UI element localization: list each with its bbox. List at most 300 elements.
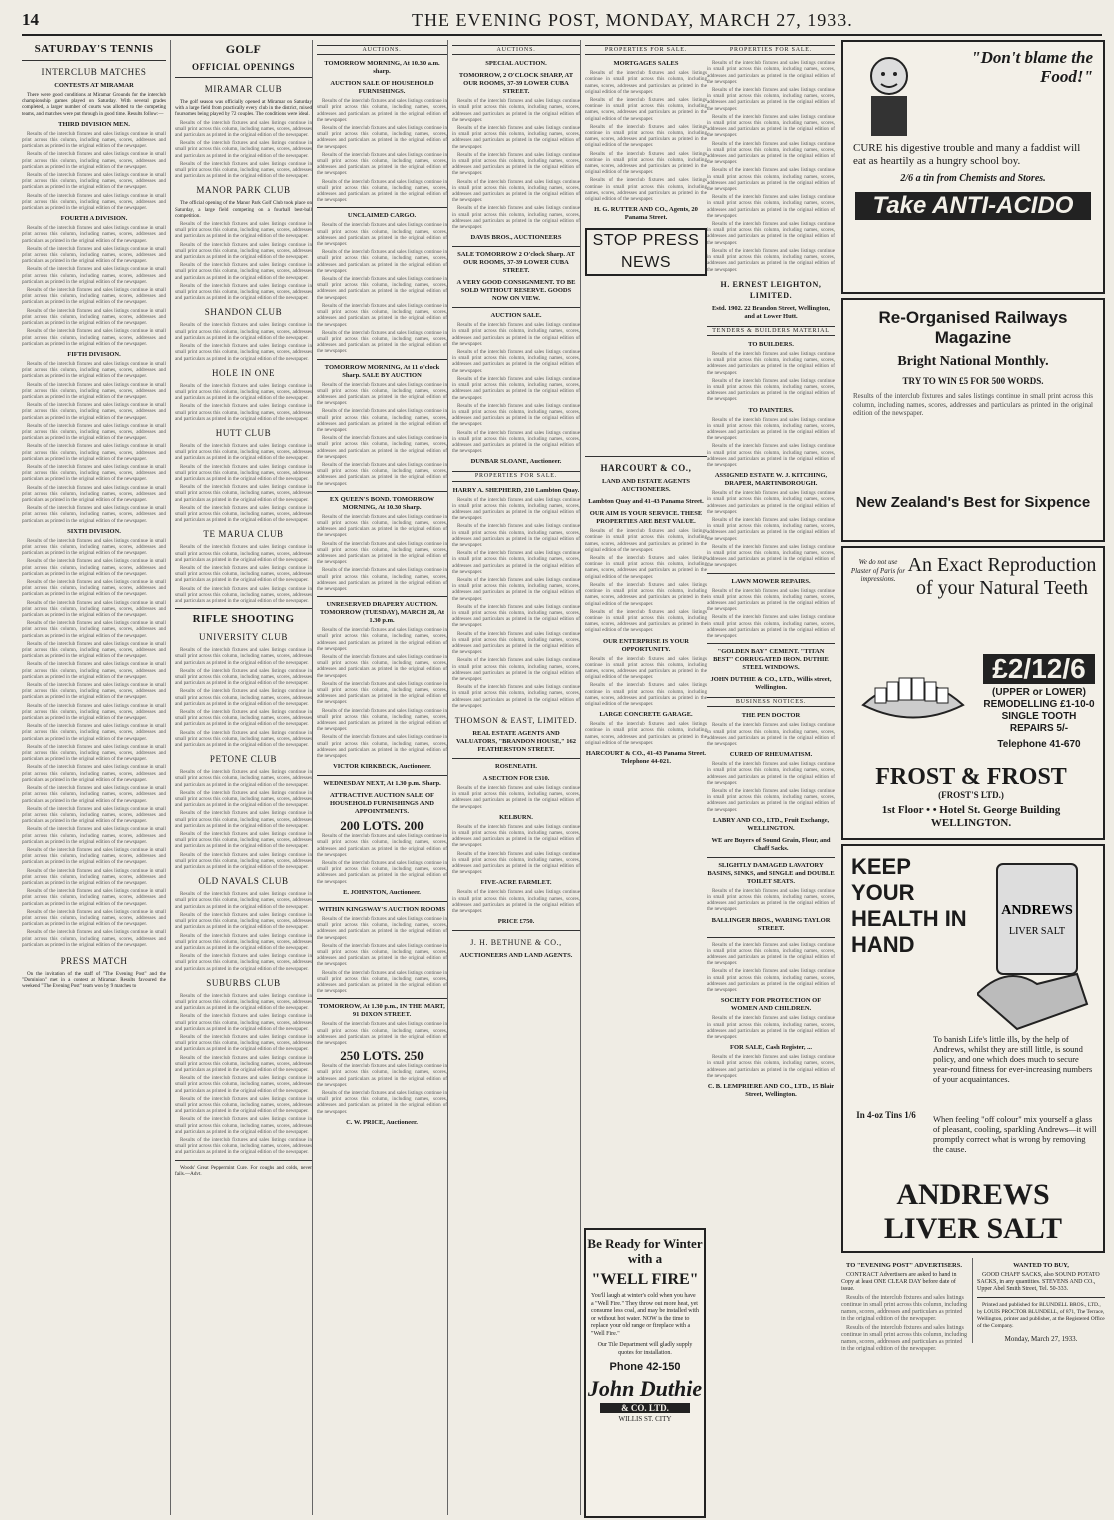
filler-text: Results of the interclub fixtures and sales listings continue in small print across this column, including names, scores, addresses and particulars as printed in the original edition of the newspaper. bbox=[317, 680, 447, 706]
filler-text: Results of the interclub fixtures and sales listings continue in small print across this column, including names, scores, addresses and particulars as printed in the original edition of the newspaper. bbox=[317, 125, 447, 150]
section-heading-auctions: AUCTIONS. bbox=[452, 45, 580, 55]
section-hutt: HUTT CLUB bbox=[215, 427, 272, 438]
agent-lempriere: C. B. LEMPRIERE AND CO., LTD., 15 Blair Street, Wellington. bbox=[707, 1082, 835, 1098]
svg-text:LIVER SALT: LIVER SALT bbox=[1008, 926, 1066, 937]
ad-railways-title: Re-Organised Railways Magazine bbox=[878, 308, 1068, 347]
filler-text: Results of the interclub fixtures and sales listings continue in small print across this column, including names, scores, addresses and particulars as printed in the original edition of the newspaper. bbox=[22, 505, 166, 524]
filler-text: Results of the interclub fixtures and sales listings continue in small print across this column, including names, scores, addresses and particulars as printed in the original edition of the newspaper. bbox=[317, 222, 447, 248]
stop-press-news: STOP PRESS NEWS bbox=[585, 228, 707, 276]
filler-text: Results of the interclub fixtures and sales listings continue in small print across this column, including names, scores, addresses and particulars as printed in the original edition of the newspaper. bbox=[22, 599, 166, 619]
listing-section: A SECTION FOR £310. bbox=[482, 775, 550, 783]
svg-text:ANDREWS: ANDREWS bbox=[1001, 903, 1073, 918]
filler-text: Results of the interclub fixtures and sales listings continue in small print across this column, including names, scores, addresses and particulars as printed in the original edition of the newspaper. bbox=[175, 119, 312, 139]
section-manor-park: MANOR PARK CLUB bbox=[196, 185, 291, 196]
section-suburbs: SUBURBS CLUB bbox=[206, 977, 281, 988]
section-hole-in-one: HOLE IN ONE bbox=[211, 367, 276, 378]
filler-text: Results of the interclub fixtures and sales listings continue in small print across this column, including names, scores, addresses and particulars as printed in the original edition of the newspaper. bbox=[22, 130, 166, 150]
ad-railways-body: Results of the interclub fixtures and sales listings continue in small print across this column, including names, scores, addresses and particulars as printed in the original edition of the newspaper. bbox=[853, 392, 1093, 417]
notice-advertisers-body: CONTRACT Advertisers are asked to hand in Copy at least ONE CLEAR DAY before date of issue. bbox=[841, 1272, 957, 1292]
ad-anti-acido bbox=[841, 40, 1105, 294]
filler-text: Results of the interclub fixtures and sales listings continue in small print across this column, including names, scores, addresses and particulars as printed in the original edition of the newspaper. bbox=[317, 860, 447, 885]
ad-railways-sub: Bright National Monthly. bbox=[897, 354, 1049, 369]
filler-text: Results of the interclub fixtures and sales listings continue in small print across this column, including names, scores, addresses and particulars as printed in the original edition of the newspaper. bbox=[585, 555, 707, 580]
filler-text: Results of the interclub fixtures and sales listings continue in small print across this column, including names, scores, addresses and particulars as printed in the original edition of the newspaper. bbox=[707, 194, 835, 219]
filler-text: Results of the interclub fixtures and sales listings continue in small print across this column, including names, scores, addresses and particulars as printed in the original edition of the newspaper. bbox=[585, 682, 707, 707]
listing-kelburn: KELBURN. bbox=[499, 813, 533, 821]
filler-text: Results of the interclub fixtures and sales listings continue in small print across this column, including names, scores, addresses and particulars as printed in the original edition of the newspaper. bbox=[707, 788, 835, 813]
filler-text: Results of the interclub fixtures and sales listings continue in small print across this column, including names, scores, addresses and particulars as printed in the original edition of the newspaper. bbox=[22, 192, 166, 212]
filler-text: Results of the interclub fixtures and sales listings continue in small print across this column, including names, scores, addresses and particulars as printed in the original edition of the newspaper. bbox=[175, 1054, 312, 1073]
agent-bethune: J. H. BETHUNE & CO., bbox=[470, 938, 562, 948]
agent-duthie: JOHN DUTHIE & CO., LTD., Willis street, Wellington. bbox=[710, 676, 832, 692]
notice-wanted bbox=[972, 1258, 1105, 1343]
filler-text: Results of the interclub fixtures and sales listings continue in small print across this column, including names, scores, addresses and particulars as printed in the original edition of the newspaper. bbox=[22, 402, 166, 421]
filler-text: Results of the interclub fixtures and sales listings continue in small print across this column, including names, scores, addresses and particulars as printed in the original edition of the newspaper. bbox=[175, 891, 312, 910]
boy-eating-illustration bbox=[849, 48, 929, 148]
listing-farmlet: FIVE-ACRE FARMLET. bbox=[480, 879, 552, 887]
agent-ballinger: BALLINGER BROS., WARING TAYLOR STREET. bbox=[711, 916, 831, 932]
filler-text: Results of the interclub fixtures and sales listings continue in small print across this column, including names, scores, addresses and particulars as printed in the original edition of the newspaper. bbox=[175, 160, 312, 180]
filler-text: Results of the interclub fixtures and sales listings continue in small print across this column, including names, scores, addresses and particulars as printed in the original edition of the newspaper. bbox=[317, 627, 447, 652]
auctioneer-name: DAVIS BROS., AUCTIONEERS bbox=[470, 234, 562, 242]
filler-text: Results of the interclub fixtures and sales listings continue in small print across this column, including names, scores, addresses and particulars as printed in the original edition of the newspaper. bbox=[22, 702, 166, 722]
filler-text: Results of the interclub fixtures and sales listings continue in small print across this column, including names, scores, addresses and particulars as printed in the original edition of the newspaper. bbox=[22, 266, 166, 285]
filler-text: Results of the interclub fixtures and sales listings continue in small print across this column, including names, scores, addresses and particulars as printed in the original edition of the newspaper. bbox=[175, 810, 312, 829]
ad-andrews-liver-salt bbox=[841, 844, 1105, 1253]
filler-text: Results of the interclub fixtures and sales listings continue in small print across this column, including names, scores, addresses and particulars as printed in the original edition of the newspaper. bbox=[585, 150, 707, 176]
filler-text: Results of the interclub fixtures and sales listings continue in small print across this column, including names, scores, addresses and particulars as printed in the original edition of the newspaper. bbox=[317, 707, 447, 733]
filler-text: Results of the interclub fixtures and sales listings continue in small print across this column, including names, scores, addresses and particulars as printed in the original edition of the newspaper. bbox=[175, 442, 312, 462]
section-heading-business: BUSINESS NOTICES. bbox=[707, 697, 835, 707]
filler-text: Results of the interclub fixtures and sales listings continue in small print across this column, including names, scores, addresses and particulars as printed in the original edition of the newspaper. bbox=[175, 1095, 312, 1115]
filler-text: Results of the interclub fixtures and sales listings continue in small print across this column, including names, scores, addresses and particulars as printed in the original edition of the newspaper. bbox=[452, 178, 580, 204]
filler-text: Results of the interclub fixtures and sales listings continue in small print across this column, including names, scores, addresses and particulars as printed in the original edition of the newspaper. bbox=[317, 1063, 447, 1088]
listing-roseneath: ROSENEATH. bbox=[495, 763, 537, 771]
ad-frost-plaster: We do not use Plaster of Paris for impressions. bbox=[850, 558, 906, 583]
agent-labry: LABRY AND CO., LTD., Fruit Exchange, WELLINGTON. bbox=[712, 816, 830, 832]
ad-well-fire bbox=[584, 1228, 706, 1518]
filler-text: Results of the interclub fixtures and sales listings continue in small print across this column, including names, scores, addresses and particulars as printed in the original edition of the newspaper. bbox=[317, 178, 447, 204]
auctioneer-name: E. JOHNSTON, Auctioneer. bbox=[343, 888, 421, 896]
filler-text: Results of the interclub fixtures and sales listings continue in small print across this column, including names, scores, addresses and particulars as printed in the original edition of the newspaper. bbox=[175, 382, 312, 402]
filler-text: Results of the interclub fixtures and sales listings continue in small print across this column, including names, scores, addresses and particulars as printed in the original edition of the newspaper. bbox=[585, 123, 707, 149]
ad-anti-acido-body: CURE his digestive trouble and many a faddist will eat as heartily as a hungry school boy. bbox=[853, 142, 1081, 167]
filler-text: Results of the interclub fixtures and sales listings continue in small print across this column, including names, scores, addresses and particulars as printed in the original edition of the newspaper. bbox=[317, 461, 447, 487]
filler-text: Results of the interclub fixtures and sales listings continue in small print across this column, including names, scores, addresses and particulars as printed in the original edition of the newspaper. bbox=[452, 630, 580, 656]
filler-text: Results of the interclub fixtures and sales listings continue in small print across this column, including names, scores, addresses and particulars as printed in the original edition of the newspaper. bbox=[317, 833, 447, 858]
subhead-miramar: CONTESTS AT MIRAMAR bbox=[54, 82, 134, 89]
masthead bbox=[22, 8, 1102, 36]
imprint: Printed and published for BLUNDELL BROS., LTD., by LOUIS PROCTOR BLUNDELL, of 871, The Terrace, Wellington, printer and publisher, at the Registered Office of the Company. bbox=[977, 1302, 1105, 1329]
filler-text: Results of the interclub fixtures and sales listings continue in small print across this column, including names, scores, addresses and particulars as printed in the original edition of the newspaper. bbox=[175, 688, 312, 707]
notice-advertisers-head: TO "EVENING POST" ADVERTISERS. bbox=[846, 1262, 962, 1269]
notice-wanted-body: GOOD CHAFF SACKS, also SOUND POTATO SACKS, in any quantities. STEVENS AND CO., Upper Abel Smith Street, Tel. 50-333. bbox=[977, 1272, 1100, 1292]
filler-text: Results of the interclub fixtures and sales listings continue in small print across this column, including names, scores, addresses and particulars as printed in the original edition of the newspaper. bbox=[22, 172, 166, 191]
auctioneer-name: C. W. PRICE, Auctioneer. bbox=[346, 1118, 418, 1126]
filler-text: Results of the interclub fixtures and sales listings continue in small print across this column, including names, scores, addresses and particulars as printed in the original edition of the newspaper. bbox=[707, 614, 835, 640]
ad-anti-acido-price: 2/6 a tin from Chemists and Stores. bbox=[900, 173, 1046, 184]
filler-text: Results of the interclub fixtures and sales listings continue in small print across this column, including names, scores, addresses and particulars as printed in the original edition of the newspaper. bbox=[707, 350, 835, 376]
filler-text: Results of the interclub fixtures and sales listings continue in small print across this column, including names, scores, addresses and particulars as printed in the original edition of the newspaper. bbox=[22, 640, 166, 660]
filler-text: Results of the interclub fixtures and sales listings continue in small print across this column, including names, scores, addresses and particulars as printed in the original edition of the newspaper. bbox=[175, 140, 312, 159]
filler-text: Results of the interclub fixtures and sales listings continue in small print across this column, including names, scores, addresses and particulars as printed in the original edition of the newspaper. bbox=[175, 322, 312, 341]
notice-lawn-mower: LAWN MOWER REPAIRS. bbox=[731, 577, 811, 585]
filler-text: Results of the interclub fixtures and sales listings continue in small print across this column, including names, scores, addresses and particulars as printed in the original edition of the newspaper. bbox=[452, 151, 580, 177]
filler-text: Results of the interclub fixtures and sales listings continue in small print across this column, including names, scores, addresses and particulars as printed in the original edition of the newspaper. bbox=[707, 968, 835, 994]
slogan-aim: OUR AIM IS YOUR SERVICE. THESE PROPERTIES ARE BEST VALUE. bbox=[589, 510, 703, 526]
filler-text: Results of the interclub fixtures and sales listings continue in small print across this column, including names, scores, addresses and particulars as printed in the original edition of the newspaper. bbox=[22, 579, 166, 598]
filler-text: Results of the interclub fixtures and sales listings continue in small print across this column, including names, scores, addresses and particulars as printed in the original edition of the newspaper. bbox=[175, 851, 312, 871]
auction-notice: UNRESERVED DRAPERY AUCTION. TOMORROW (TUESDAY), MARCH 28, At 1.30 p.m. bbox=[319, 601, 445, 625]
agent-leighton-address: Estd. 1902. 22 Brandon Street, Wellington, and at Lower Hutt. bbox=[711, 304, 831, 320]
section-heading-properties: PROPERTIES FOR SALE. bbox=[707, 45, 835, 55]
ad-well-fire-body: You'll laugh at winter's cold when you have a "Well Fire." They throw out more heat, yet consume less coal, and may be installed with or without hot water. NOW is the time to replace your old range or fireplace with a "Well Fire." bbox=[591, 1293, 699, 1337]
auction-notice: AUCTION SALE. bbox=[490, 312, 542, 320]
section-shandon: SHANDON CLUB bbox=[204, 307, 283, 318]
filler-text: Results of the interclub fixtures and sales listings continue in small print across this column, including names, scores, addresses and particulars as printed in the original edition of the newspaper. bbox=[22, 245, 166, 265]
division-fifth: FIFTH DIVISION. bbox=[67, 350, 121, 358]
filler-text: Results of the interclub fixtures and sales listings continue in small print across this column, including names, scores, addresses and particulars as printed in the original edition of the newspaper. bbox=[175, 1136, 312, 1156]
press-match-text: On the invitation of the staff of "The Evening Post" and the "Dominion" met in a contest at Miramar. Results favoured the weekend "The Evening Post" team won by 9 matches to bbox=[22, 970, 166, 990]
filler-text: Results of the interclub fixtures and sales listings continue in small print across this column, including names, scores, addresses and particulars as printed in the original edition of the newspaper. bbox=[452, 496, 580, 522]
notice-painters: TO PAINTERS. bbox=[748, 406, 794, 414]
section-university: UNIVERSITY CLUB bbox=[199, 632, 288, 643]
filler-text: Results of the interclub fixtures and sales listings continue in small print across this column, including names, scores, addresses and particulars as printed in the original edition of the newspaper. bbox=[22, 484, 166, 503]
manor-text: The official opening of the Manor Park Golf Club took place on Saturday, a large field competing on a fourball best-ball competition. bbox=[175, 200, 312, 219]
filler-text: Results of the interclub fixtures and sales listings continue in small print across this column, including names, scores, addresses and particulars as printed in the original edition of the newspaper. bbox=[22, 558, 166, 577]
filler-text: Results of the interclub fixtures and sales listings continue in small print across this column, including names, scores, addresses and particulars as printed in the original edition of the newspaper. bbox=[707, 416, 835, 442]
section-old-navals: OLD NAVALS CLUB bbox=[198, 876, 289, 887]
ad-frost-ltd: (FROST'S LTD.) bbox=[938, 790, 1004, 800]
agent-harcourt: HARCOURT & CO., bbox=[600, 463, 692, 474]
filler-text: Results of the interclub fixtures and sales listings continue in small print across this column, including names, scores, addresses and particulars as printed in the original edition of the newspaper. bbox=[22, 661, 166, 680]
filler-text: Results of the interclub fixtures and sales listings continue in small print across this column, including names, scores, addresses and particulars as printed in the original edition of the newspaper. bbox=[22, 443, 166, 462]
notice-wanted-head: WANTED TO BUY, bbox=[1013, 1262, 1069, 1269]
ad-frost-dentists bbox=[841, 546, 1105, 840]
filler-text: Results of the interclub fixtures and sales listings continue in small print across this column, including names, scores, addresses and particulars as printed in the original edition of the newspaper. bbox=[707, 221, 835, 246]
filler-text: Results of the interclub fixtures and sales listings continue in small print across this column, including names, scores, addresses and particulars as printed in the original edition of the newspaper. bbox=[175, 282, 312, 302]
filler-text: Results of the interclub fixtures and sales listings continue in small print across this column, including names, scores, addresses and particulars as printed in the original edition of the newspaper. bbox=[22, 805, 166, 825]
ad-duthie-co: & CO. LTD. bbox=[600, 1403, 690, 1413]
filler-text: Results of the interclub fixtures and sales listings continue in small print across this column, including names, scores, addresses and particulars as printed in the original edition of the newspaper. bbox=[175, 647, 312, 666]
filler-text: Results of the interclub fixtures and sales listings continue in small print across this column, including names, scores, addresses and particulars as printed in the original edition of the newspaper. bbox=[317, 151, 447, 177]
ad-well-fire-tiles: Our Tile Department will gladly supply quotes for installation. bbox=[597, 1342, 693, 1356]
filler-text: Results of the interclub fixtures and sales listings continue in small print across this column, including names, scores, addresses and particulars as printed in the original edition of the newspaper. bbox=[175, 241, 312, 261]
filler-text: Results of the interclub fixtures and sales listings continue in small print across this column, including names, scores, addresses and particulars as printed in the original edition of the newspaper. bbox=[452, 684, 580, 709]
filler-text: Results of the interclub fixtures and sales listings continue in small print across this column, including names, scores, addresses and particulars as printed in the original edition of the newspaper. bbox=[22, 764, 166, 783]
filler-text: Results of the interclub fixtures and sales listings continue in small print across this column, including names, scores, addresses and particulars as printed in the original edition of the newspaper. bbox=[707, 1054, 835, 1079]
filler-text: Results of the interclub fixtures and sales listings continue in small print across this column, including names, scores, addresses and particulars as printed in the original edition of the newspaper. bbox=[317, 98, 447, 123]
filler-text: Results of the interclub fixtures and sales listings continue in small print across this column, including names, scores, addresses and particulars as printed in the original edition of the newspaper. bbox=[175, 484, 312, 503]
ad-frost-price: £2/12/6 bbox=[983, 654, 1095, 684]
ad-railways-competition: TRY TO WIN £5 FOR 500 WORDS. bbox=[902, 376, 1044, 386]
section-heading-properties: PROPERTIES FOR SALE. bbox=[585, 45, 707, 55]
filler-text: Results of the interclub fixtures and sales listings continue in small print across this column, including names, scores, addresses and particulars as printed in the original edition of the newspaper. bbox=[452, 576, 580, 602]
filler-text: Results of the interclub fixtures and sales listings continue in small print across this column, including names, scores, addresses and particulars as printed in the original edition of the newspaper. bbox=[452, 98, 580, 123]
auctioneer-name: DUNBAR SLOANE, Auctioneer. bbox=[470, 458, 562, 466]
filler-text: Results of the interclub fixtures and sales listings continue in small print across this column, including names, scores, addresses and particulars as printed in the original edition of the newspaper. bbox=[317, 942, 447, 968]
filler-text: Results of the interclub fixtures and sales listings continue in small print across this column, including names, scores, addresses and particulars as printed in the original edition of the newspaper. bbox=[175, 262, 312, 281]
filler-text: Results of the interclub fixtures and sales listings continue in small print across this column, including names, scores, addresses and particulars as printed in the original edition of the newspaper. bbox=[175, 585, 312, 604]
notice-society: SOCIETY FOR PROTECTION OF WOMEN AND CHILDREN. bbox=[720, 997, 822, 1013]
filler-text: Results of the interclub fixtures and sales listings continue in small print across this column, including names, scores, addresses and particulars as printed in the original edition of the newspaper. bbox=[452, 402, 580, 428]
filler-text: Results of the interclub fixtures and sales listings continue in small print across this column, including names, scores, addresses and particulars as printed in the original edition of the newspaper. bbox=[707, 247, 835, 273]
headline-golf: GOLF bbox=[225, 42, 262, 56]
dentures-illustration bbox=[853, 660, 973, 740]
filler-text: Results of the interclub fixtures and sales listings continue in small print across this column, including names, scores, addresses and particulars as printed in the original edition of the newspaper. bbox=[22, 785, 166, 804]
slogan-enterprise: OUR ENTERPRISE IS YOUR OPPORTUNITY. bbox=[603, 637, 689, 653]
section-petone: PETONE CLUB bbox=[209, 754, 278, 765]
agent-name: HARRY A. SHEPHERD, 210 Lambton Quay. bbox=[452, 486, 580, 494]
filler-text: Results of the interclub fixtures and sales listings continue in small print across this column, including names, scores, addresses and particulars as printed in the original edition of the newspaper. bbox=[707, 722, 835, 748]
notice-damaged-basins: SLIGHTLY DAMAGED LAVATORY BASINS, SINKS, and SINGLE and DOUBLE TOILET SEATS. bbox=[707, 861, 835, 885]
filler-text: Results of the interclub fixtures and sales listings continue in small print across this column, including names, scores, addresses and particulars as printed in the original edition of the newspaper. bbox=[317, 915, 447, 941]
filler-text: Results of the interclub fixtures and sales listings continue in small print across this column, including names, scores, addresses and particulars as printed in the original edition of the newspaper. bbox=[317, 435, 447, 460]
imprint-date: Monday, March 27, 1933. bbox=[1004, 1335, 1078, 1343]
filler-text: Results of the interclub fixtures and sales listings continue in small print across this column, including names, scores, addresses and particulars as printed in the original edition of the newspaper. bbox=[317, 329, 447, 355]
newspaper-title: THE EVENING POST, MONDAY, MARCH 27, 1933. bbox=[412, 10, 853, 30]
filler-text: Results of the interclub fixtures and sales listings continue in small print across this column, including names, scores, addresses and particulars as printed in the original edition of the newspaper. bbox=[22, 867, 166, 886]
filler-text: Results of the interclub fixtures and sales listings continue in small print across this column, including names, scores, addresses and particulars as printed in the original edition of the newspaper. bbox=[22, 463, 166, 483]
filler-text: Results of the interclub fixtures and sales listings continue in small print across this column, including names, scores, addresses and particulars as printed in the original edition of the newspaper. bbox=[585, 721, 707, 746]
filler-text: Results of the interclub fixtures and sales listings continue in small print across this column, including names, scores, addresses and particulars as printed in the original edition of the newspaper. bbox=[22, 537, 166, 557]
ad-anti-acido-slogan: "Don't blame the Food!" bbox=[971, 48, 1093, 86]
column-auctions-2 bbox=[447, 40, 580, 1515]
ad-andrews-tins: In 4-oz Tins 1/6 bbox=[856, 1110, 916, 1120]
filler-text: Results of the interclub fixtures and sales listings continue in small print across this column, including names, scores, addresses and particulars as printed in the original edition of the newspaper. bbox=[317, 734, 447, 760]
filler-text: Results of the interclub fixtures and sales listings continue in small print across this column, including names, scores, addresses and particulars as printed in the original edition of the newspaper. bbox=[175, 769, 312, 788]
filler-text: Results of the interclub fixtures and sales listings continue in small print across this column, including names, scores, addresses and particulars as printed in the original edition of the newspaper. bbox=[452, 785, 580, 810]
filler-text: Results of the interclub fixtures and sales listings continue in small print across this column, including names, scores, addresses and particulars as printed in the original edition of the newspaper. bbox=[707, 443, 835, 468]
auction-notice: TOMORROW, 2 O'CLOCK SHARP, AT OUR ROOMS, 37-39 LOWER CUBA STREET. bbox=[458, 72, 574, 96]
column-golf bbox=[170, 40, 312, 1515]
lots-count: 250 LOTS. 250 bbox=[340, 1048, 424, 1064]
ad-frost-phone: Telephone 41-670 bbox=[997, 739, 1081, 750]
section-heading-tenders: TENDERS & BUILDERS MATERIAL bbox=[707, 326, 835, 336]
ad-railways-magazine bbox=[841, 298, 1105, 542]
miramar-text: The golf season was officially opened at Miramar on Saturday with a large field from practically every club in the district, mixed foursomes being played by 72 couples. The conditions were ideal. bbox=[175, 99, 312, 118]
listing-price: PRICE £750. bbox=[497, 918, 535, 926]
ad-well-fire-product: "WELL FIRE" bbox=[591, 1271, 699, 1288]
filler-text: Results of the interclub fixtures and sales listings continue in small print across this column, including names, scores, addresses and particulars as printed in the original edition of the newspaper. bbox=[707, 587, 835, 613]
filler-text: Results of the interclub fixtures and sales listings continue in small print across this column, including names, scores, addresses and particulars as printed in the original edition of the newspaper. bbox=[22, 287, 166, 306]
filler-text: Results of the interclub fixtures and sales listings continue in small print across this column, including names, scores, addresses and particulars as printed in the original edition of the newspaper. bbox=[707, 761, 835, 786]
filler-text: Results of the interclub fixtures and sales listings continue in small print across this column, including names, scores, addresses and particulars as printed in the original edition of the newspaper. bbox=[317, 540, 447, 566]
filler-text: Results of the interclub fixtures and sales listings continue in small print across this column, including names, scores, addresses and particulars as printed in the original edition of the newspaper. bbox=[707, 87, 835, 112]
ad-frost-prices: (UPPER or LOWER) REMODELLING £1-10-0 SINGLE TOOTH REPAIRS 5/- bbox=[983, 687, 1095, 734]
column-auctions-1 bbox=[312, 40, 447, 1515]
filler-text: Results of the interclub fixtures and sales listings continue in small print across this column, including names, scores, addresses and particulars as printed in the original edition of the newspaper. bbox=[707, 543, 835, 569]
filler-text: Results of the interclub fixtures and sales listings continue in small print across this column, including names, scores, addresses and particulars as printed in the original edition of the newspaper. bbox=[175, 403, 312, 422]
auction-notice: EX QUEEN'S BOND. TOMORROW MORNING, At 10.30 Sharp. bbox=[329, 495, 435, 511]
filler-text: Results of the interclub fixtures and sales listings continue in small print across this column, including names, scores, addresses and particulars as printed in the original edition of the newspaper. bbox=[317, 969, 447, 995]
filler-text: Results of the interclub fixtures and sales listings continue in small print across this column, including names, scores, addresses and particulars as printed in the original edition of the newspaper. bbox=[585, 581, 707, 607]
section-miramar: MIRAMAR CLUB bbox=[204, 84, 283, 94]
auction-notice: TOMORROW MORNING, At 10.30 a.m. sharp. bbox=[324, 60, 440, 76]
filler-text: Results of the interclub fixtures and sales listings continue in small print across this column, including names, scores, addresses and particulars as printed in the original edition of the newspaper. bbox=[707, 516, 835, 542]
subhead-openings: OFFICIAL OPENINGS bbox=[192, 62, 295, 72]
filler-text: Results of the interclub fixtures and sales listings continue in small print across this column, including names, scores, addresses and particulars as printed in the original edition of the newspaper. bbox=[175, 667, 312, 687]
division-fourth: FOURTH A DIVISION. bbox=[60, 215, 128, 223]
filler-text: Results of the interclub fixtures and sales listings continue in small print across this column, including names, scores, addresses and particulars as printed in the original edition of the newspaper. bbox=[175, 1116, 312, 1135]
advt-peppermint: Woods' Great Peppermint Cure. For coughs and colds, never fails.—Advt. bbox=[175, 1164, 312, 1177]
filler-text: Results of the interclub fixtures and sales listings continue in small print across this column, including names, scores, addresses and particulars as printed in the original edition of the newspaper. bbox=[707, 113, 835, 139]
auction-notice: AUCTION SALE OF HOUSEHOLD FURNISHINGS. bbox=[330, 80, 434, 96]
subhead-interclub: INTERCLUB MATCHES bbox=[41, 67, 147, 77]
filler-text: Results of the interclub fixtures and sales listings continue in small print across this column, including names, scores, addresses and particulars as printed in the original edition of the newspaper. bbox=[317, 408, 447, 433]
filler-text: Results of the interclub fixtures and sales listings continue in small print across this column, including names, scores, addresses and particulars as printed in the original edition of the newspaper. bbox=[452, 850, 580, 876]
filler-text: Results of the interclub fixtures and sales listings continue in small print across this column, including names, scores, addresses and particulars as printed in the original edition of the newspaper. bbox=[452, 657, 580, 683]
filler-text: Results of the interclub fixtures and sales listings continue in small print across this column, including names, scores, addresses and particulars as printed in the original edition of the newspaper. bbox=[707, 941, 835, 967]
agent-bethune-role: AUCTIONEERS AND LAND AGENTS. bbox=[459, 952, 573, 960]
filler-text: Results of the interclub fixtures and sales listings continue in small print across this column, including names, scores, addresses and particulars as printed in the original edition of the newspaper. bbox=[175, 1033, 312, 1053]
filler-text: Results of the interclub fixtures and sales listings continue in small print across this column, including names, scores, addresses and particulars as printed in the original edition of the newspaper. bbox=[317, 513, 447, 539]
filler-text: Results of the interclub fixtures and sales listings continue in small print across this column, including names, scores, addresses and particulars as printed in the original edition of the newspaper. bbox=[22, 682, 166, 701]
filler-text: Results of the interclub fixtures and sales listings continue in small print across this column, including names, scores, addresses and particulars as printed in the original edition of the newspaper. bbox=[22, 620, 166, 639]
notice-rheumatism: CURED OF RHEUMATISM. bbox=[729, 751, 813, 759]
ad-anti-acido-logo: Take ANTI-ACIDO bbox=[855, 192, 1091, 220]
ad-andrews-body: To banish Life's little ills, by the help of Andrews, whilst they are still little, is sound policy, and one which does much to secure year-round fitness for ever-increasing numbers of your acquaintances. bbox=[933, 1034, 1093, 1084]
filler-text: Results of the interclub fixtures and sales listings continue in small print across this column, including names, scores, addresses and particulars as printed in the original edition of the newspaper. bbox=[707, 140, 835, 166]
filler-text: Results of the interclub fixtures and sales listings continue in small print across this column, including names, scores, addresses and particulars as printed in the original edition of the newspaper. bbox=[22, 225, 166, 244]
notice-buyers: WE are Buyers of Sound Grain, Flour, and Chaff Sacks. bbox=[711, 836, 831, 852]
filler-text: Results of the interclub fixtures and sales listings continue in small print across this column, including names, scores, addresses and particulars as printed in the original edition of the newspaper. bbox=[452, 125, 580, 150]
agent-harcourt-role: LAND AND ESTATE AGENTS AUCTIONEERS. bbox=[601, 478, 691, 494]
ad-railways-tagline: New Zealand's Best for Sixpence bbox=[855, 494, 1091, 511]
column-tennis bbox=[22, 40, 166, 1515]
agent-harcourt-address: Lambton Quay and 41-43 Panama Street. bbox=[588, 498, 704, 506]
filler-text: Results of the interclub fixtures and sales listings continue in small print across this column, including names, scores, addresses and particulars as printed in the original edition of the newspaper. bbox=[175, 221, 312, 240]
filler-text: Results of the interclub fixtures and sales listings continue in small print across this column, including names, scores, addresses and particulars as printed in the original edition of the newspaper. bbox=[175, 992, 312, 1012]
filler-text: Results of the interclub fixtures and sales listings continue in small print across this column, including names, scores, addresses and particulars as printed in the original edition of the newspaper. bbox=[22, 422, 166, 442]
filler-text: Results of the interclub fixtures and sales listings continue in small print across this column, including names, scores, addresses and particulars as printed in the original edition of the newspaper. bbox=[452, 322, 580, 347]
ad-well-fire-head: Be Ready for Winter with a bbox=[587, 1236, 703, 1266]
auction-notice: TOMORROW, At 1.30 p.m., IN THE MART, 91 DIXON STREET. bbox=[319, 1003, 445, 1019]
filler-text: Results of the interclub fixtures and sales listings continue in small print across this column, including names, scores, addresses and particulars as printed in the original edition of the newspaper. bbox=[22, 846, 166, 866]
hand-holding-tin-illustration bbox=[977, 854, 1097, 1034]
filler-text: Results of the interclub fixtures and sales listings continue in small print across this column, including names, scores, addresses and particulars as printed in the original edition of the newspaper. bbox=[175, 1075, 312, 1094]
filler-text: Results of the interclub fixtures and sales listings continue in small print across this column, including names, scores, addresses and particulars as printed in the original edition of the newspaper. bbox=[452, 603, 580, 629]
headline-rifle: RIFLE SHOOTING bbox=[192, 613, 295, 626]
agent-address: REAL ESTATE AGENTS AND VALUATORS, "BRANDON HOUSE," 162 FEATHERSTON STREET. bbox=[455, 730, 577, 754]
filler-text: Results of the interclub fixtures and sales listings continue in small print across this column, including names, scores, addresses and particulars as printed in the original edition of the newspaper. bbox=[22, 908, 166, 928]
filler-text: Results of the interclub fixtures and sales listings continue in small print across this column, including names, scores, addresses and particulars as printed in the original edition of the newspaper. bbox=[707, 490, 835, 515]
filler-text: Results of the interclub fixtures and sales listings continue in small print across this column, including names, scores, addresses and particulars as printed in the original edition of the newspaper. bbox=[175, 709, 312, 728]
filler-text: Results of the interclub fixtures and sales listings continue in small print across this column, including names, scores, addresses and particulars as printed in the original edition of the newspaper. bbox=[317, 302, 447, 328]
stop-press-space bbox=[585, 282, 707, 452]
filler-text: Results of the interclub fixtures and sales listings continue in small print across this column, including names, scores, addresses and particulars as printed in the original edition of the newspaper. bbox=[317, 567, 447, 592]
auction-notice: UNCLAIMED CARGO. bbox=[347, 212, 417, 220]
article-intro: There were good conditions at Miramar Grounds for the interclub championship games played on Saturday. With several grades completed, a larger number of courts was allotted to the competing teams, and matches were put through in good time. Results follow:— bbox=[22, 92, 166, 117]
filler-text: Results of the interclub fixtures and sales listings continue in small print across this column, including names, scores, addresses and particulars as printed in the original edition of the newspaper. bbox=[22, 328, 166, 347]
filler-text: Results of the interclub fixtures and sales listings continue in small print across this column, including names, scores, addresses and particulars as printed in the original edition of the newspaper. bbox=[585, 655, 707, 681]
filler-text: Results of the interclub fixtures and sales listings continue in small print across this column, including names, scores, addresses and particulars as printed in the original edition of the newspaper. bbox=[175, 504, 312, 524]
subhead-press-match: PRESS MATCH bbox=[60, 955, 128, 966]
ad-well-fire-phone: Phone 42-150 bbox=[609, 1361, 681, 1373]
filler-text: Results of the interclub fixtures and sales listings continue in small print across this column, including names, scores, addresses and particulars as printed in the original edition of the newspaper. bbox=[452, 375, 580, 401]
section-heading-properties: PROPERTIES FOR SALE. bbox=[452, 471, 580, 481]
agent-leighton: H. ERNEST LEIGHTON, LIMITED. bbox=[720, 279, 822, 300]
filler-text: Results of the interclub fixtures and sales listings continue in small print across this column, including names, scores, addresses and particulars as printed in the original edition of the newspaper. bbox=[707, 1015, 835, 1040]
filler-text: Results of the interclub fixtures and sales listings continue in small print across this column, including names, scores, addresses and particulars as printed in the original edition of the newspaper. bbox=[175, 789, 312, 809]
filler-text: Results of the interclub fixtures and sales listings continue in small print across this column, including names, scores, addresses and particulars as printed in the original edition of the newspaper. bbox=[707, 60, 835, 85]
filler-text: Results of the interclub fixtures and sales listings continue in small print across this column, including names, scores, addresses and particulars as printed in the original edition of the newspaper. bbox=[22, 307, 166, 327]
page-number: 14 bbox=[22, 10, 39, 29]
ad-andrews-body-2: When feeling "off colour" mix yourself a glass of pleasant, cooling, sparkling Andrews—it will promptly correct what is wrong by removing the cause. bbox=[933, 1114, 1097, 1154]
filler-text: Results of the interclub fixtures and sales listings continue in small print across this column, including names, scores, addresses and particulars as printed in the original edition of the newspaper. bbox=[452, 349, 580, 374]
filler-text: Results of the interclub fixtures and sales listings continue in small print across this column, including names, scores, addresses and particulars as printed in the original edition of the newspaper. bbox=[175, 932, 312, 951]
lots-count: 200 LOTS. 200 bbox=[340, 818, 424, 834]
filler-text: Results of the interclub fixtures and sales listings continue in small print across this column, including names, scores, addresses and particulars as printed in the original edition of the newspaper. bbox=[175, 343, 312, 362]
filler-text: Results of the interclub fixtures and sales listings continue in small print across this column, including names, scores, addresses and particulars as printed in the original edition of the newspaper. bbox=[452, 550, 580, 575]
division-sixth: SIXTH DIVISION. bbox=[67, 527, 121, 535]
ad-frost-headline: An Exact Reproduction of your Natural Teeth bbox=[907, 554, 1097, 599]
notice-assigned-estate: ASSIGNED ESTATE W. J. KITCHING, DRAPER, MARTINBOROUGH. bbox=[714, 472, 828, 488]
filler-text: Results of the interclub fixtures and sales listings continue in small print across this column, including names, scores, addresses and particulars as printed in the original edition of the newspaper. bbox=[452, 429, 580, 455]
filler-text: Results of the interclub fixtures and sales listings continue in small print across this column, including names, scores, addresses and particulars as printed in the original edition of the newspaper. bbox=[175, 911, 312, 931]
filler-text: Results of the interclub fixtures and sales listings continue in small print across this column, including names, scores, addresses and particulars as printed in the original edition of the newspaper. bbox=[585, 608, 707, 634]
notice-builders: TO BUILDERS. bbox=[748, 340, 794, 348]
filler-text: Results of the interclub fixtures and sales listings continue in small print across this column, including names, scores, addresses and particulars as printed in the original edition of the newspaper. bbox=[452, 823, 580, 849]
filler-text: Results of the interclub fixtures and sales listings continue in small print across this column, including names, scores, addresses and particulars as printed in the original edition of the newspaper. bbox=[452, 205, 580, 231]
listing-garage: LARGE CONCRETE GARAGE. bbox=[599, 711, 693, 719]
filler-text: Results of the interclub fixtures and sales listings continue in small print across this column, including names, scores, addresses and particulars as printed in the original edition of the newspaper. bbox=[317, 654, 447, 679]
filler-text: Results of the interclub fixtures and sales listings continue in small print across this column, including names, scores, addresses and particulars as printed in the original edition of the newspaper. bbox=[585, 177, 707, 203]
agent-harcourt-footer: HARCOURT & CO., 41-43 Panama Street. Telephone 44-021. bbox=[585, 749, 707, 765]
filler-text: Results of the interclub fixtures and sales listings continue in small print across this column, including names, scores, addresses and particulars as printed in the original edition of the newspaper. bbox=[22, 826, 166, 845]
notice-golden-bay: "GOLDEN BAY" CEMENT. "TITAN BEST" CORRUGATED IRON. DUTHIE STEEL WINDOWS. bbox=[713, 648, 829, 672]
division-third: THIRD DIVISION MEN. bbox=[58, 120, 130, 128]
filler-text: Results of the interclub fixtures and sales listings continue in small print across this column, including names, scores, addresses and particulars as printed in the original edition of the newspaper. bbox=[317, 276, 447, 301]
filler-text: Results of the interclub fixtures and sales listings continue in small print across this column, including names, scores, addresses and particulars as printed in the original edition of the newspaper. bbox=[22, 381, 166, 400]
ad-frost-name: FROST & FROST bbox=[875, 764, 1067, 790]
filler-text: Results of the interclub fixtures and sales listings continue in small print across this column, including names, scores, addresses and particulars as printed in the original edition of the newspaper. bbox=[317, 381, 447, 407]
filler-text: Results of the interclub fixtures and sales listings continue in small print across this column, including names, scores, addresses and particulars as printed in the original edition of the newspaper. bbox=[175, 953, 312, 972]
filler-text: Results of the interclub fixtures and sales listings continue in small print across this column, including names, scores, addresses and particulars as printed in the original edition of the newspaper. bbox=[585, 70, 707, 95]
auction-notice: TOMORROW MORNING, At 11 o'clock Sharp. SALE BY AUCTION bbox=[324, 363, 440, 379]
auction-notice: SPECIAL AUCTION. bbox=[485, 60, 547, 68]
filler-text: Results of the interclub fixtures and sales listings continue in small print across this column, including names, scores, addresses and particulars as printed in the original edition of the newspaper. bbox=[175, 1013, 312, 1032]
filler-text: Results of the interclub fixtures and sales listings continue in small print across this column, including names, scores, addresses and particulars as printed in the original edition of the newspaper. bbox=[707, 167, 835, 193]
auction-notice: WEDNESDAY NEXT, At 1.30 p.m. Sharp. bbox=[323, 780, 441, 788]
agent-rutter: H. G. RUTTER AND CO., Agents, 20 Panama Street. bbox=[594, 206, 698, 222]
headline-tennis: SATURDAY'S TENNIS bbox=[34, 43, 154, 55]
filler-text: Results of the interclub fixtures and sales listings continue in small print across this column, including names, scores, addresses and particulars as printed in the original edition of the newspaper. bbox=[22, 888, 166, 907]
ad-andrews-logo: ANDREWS LIVER SALT bbox=[883, 1178, 1063, 1245]
column-properties-2 bbox=[707, 40, 835, 1515]
auction-notice: A VERY GOOD CONSIGNMENT. TO BE SOLD WITHOUT RESERVE. GOODS NOW ON VIEW. bbox=[456, 279, 576, 303]
filler-text: Results of the interclub fixtures and sales listings continue in small print across this column, including names, scores, addresses and particulars as printed in the original edition of the newspaper. bbox=[175, 729, 312, 749]
filler-text: Results of the interclub fixtures and sales listings continue in small print across this column, including names, scores, addresses and particulars as printed in the original edition of the newspaper. bbox=[585, 97, 707, 122]
section-heading-auctions: AUCTIONS. bbox=[317, 45, 447, 55]
filler-text: Results of the interclub fixtures and sales listings continue in small print across this column, including names, scores, addresses and particulars as printed in the original edition of the newspaper. bbox=[707, 887, 835, 913]
filler-text: Results of the interclub fixtures and sales listings continue in small print across this column, including names, scores, addresses and particulars as printed in the original edition of the newspaper. bbox=[452, 523, 580, 548]
filler-text: Results of the interclub fixtures and sales listings continue in small print across this column, including names, scores, addresses and particulars as printed in the original edition of the newspaper. bbox=[317, 1021, 447, 1046]
filler-text: Results of the interclub fixtures and sales listings continue in small print across this column, including names, scores, addresses and particulars as printed in the original edition of the newspaper. bbox=[175, 564, 312, 584]
agent-thomson-east: THOMSON & EAST, LIMITED. bbox=[454, 716, 578, 726]
subhead-mortgages: MORTGAGES SALES bbox=[613, 60, 679, 68]
filler-text: Results of the interclub fixtures and sales listings continue in small print across this column, including names, scores, addresses and particulars as printed in the original edition of the newspaper. bbox=[22, 151, 166, 170]
ad-andrews-keep: KEEP YOUR HEALTH IN HAND bbox=[851, 854, 967, 957]
ad-frost-address: 1st Floor • • Hotel St. George Building WELLINGTON. bbox=[881, 804, 1061, 829]
auction-notice: ATTRACTIVE AUCTION SALE OF HOUSEHOLD FURNISHINGS AND APPOINTMENTS. bbox=[329, 792, 435, 816]
auction-notice: SALE TOMORROW 2 O'clock Sharp. AT OUR ROOMS, 37-39 LOWER CUBA STREET. bbox=[457, 251, 575, 275]
filler-text: Results of the interclub fixtures and sales listings continue in small print across this column, including names, scores, addresses and particulars as printed in the original edition of the newspaper. bbox=[841, 1295, 967, 1322]
filler-text: Results of the interclub fixtures and sales listings continue in small print across this column, including names, scores, addresses and particulars as printed in the original edition of the newspaper. bbox=[317, 1089, 447, 1115]
notice-pen-doctor: THE PEN DOCTOR bbox=[741, 712, 801, 720]
notice-to-advertisers bbox=[841, 1258, 967, 1355]
filler-text: Results of the interclub fixtures and sales listings continue in small print across this column, including names, scores, addresses and particulars as printed in the original edition of the newspaper. bbox=[175, 463, 312, 482]
